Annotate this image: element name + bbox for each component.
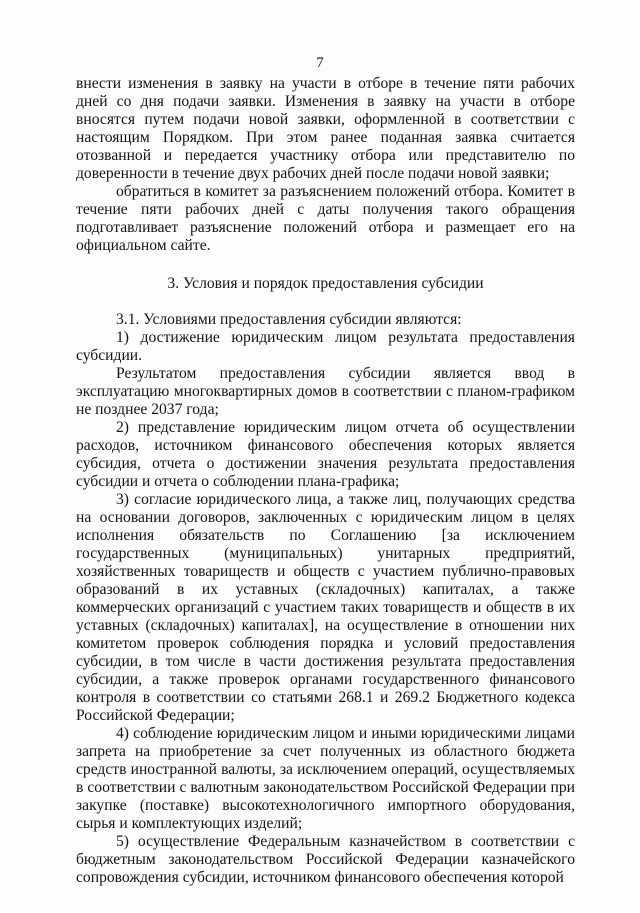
page-number: 7 xyxy=(316,55,324,71)
condition-item-2: 2) представление юридическим лицом отчета об осуществлении расходов, источником финансового обеспечения которых является субсидия, отчета о достижении значения результата предоставления субсидии и отчета о соблюдении плана-графика; xyxy=(76,419,575,490)
condition-item-1: 1) достижение юридическим лицом результата предоставления субсидии. xyxy=(76,329,575,364)
clause-3-1: 3.1. Условиями предоставления субсидии являются: xyxy=(116,311,462,328)
document-body xyxy=(76,75,575,887)
condition-item-5: 5) осуществление Федеральным казначейством в соответствии с бюджетным законодательством Российской Федерации казначейского сопровождения субсидии, источником финансового обеспечения которой xyxy=(76,833,575,886)
condition-item-1-result: Результатом предоставления субсидии является ввод в эксплуатацию многоквартирных домов в соответствии с планом-графиком не позднее 2037 года; xyxy=(76,365,575,418)
section-heading: 3. Условия и порядок предоставления субсидии xyxy=(167,275,484,292)
intro-paragraph-continuation: внести изменения в заявку на участи в отборе в течение пяти рабочих дней со дня подачи заявки. Изменения в заявку на участи в отборе вносятся путем подачи новой заявки, оформленной в соответствии с настоящим Порядком. При этом ранее поданная заявка считается отозванной и передается участнику отбора или представителю по доверенности в течение двух рабочих дней после подачи новой заявки; xyxy=(76,75,575,182)
condition-item-4: 4) соблюдение юридическим лицом и иными юридическими лицами запрета на приобретение за счет полученных из областного бюджета средств иностранной валюты, за исключением операций, осуществляемых в соответствии с валютным законодательством Российской Федерации при закупке (поставке) высокотехнологичного импортного оборудования, сырья и комплектующих изделий; xyxy=(76,725,575,832)
intro-paragraph-clarification: обратиться в комитет за разъяснением положений отбора. Комитет в течение пяти рабочих дней с даты получения такого обращения подготавливает разъяснение положений отбора и размещает его на официальном сайте. xyxy=(76,183,575,254)
condition-item-3: 3) согласие юридического лица, а также лиц, получающих средства на основании договоров, заключенных с юридическим лицом в целях исполнения обязательств по Соглашению [за исключением государственных (муниципальных) унитарных предприятий, хозяйственных товариществ и обществ с участием публично-правовых образований в их уставных (складочных) капиталах, а также коммерческих организаций с участием таких товариществ и обществ в их уставных (складочных) капиталах], на осуществление в отношении них комитетом проверок соблюдения порядка и условий предоставления субсидии, в том числе в части достижения результата предоставления субсидии, а также проверок органами государственного финансового контроля в соответствии со статьями 268.1 и 269.2 Бюджетного кодекса Российской Федерации; xyxy=(76,491,575,724)
